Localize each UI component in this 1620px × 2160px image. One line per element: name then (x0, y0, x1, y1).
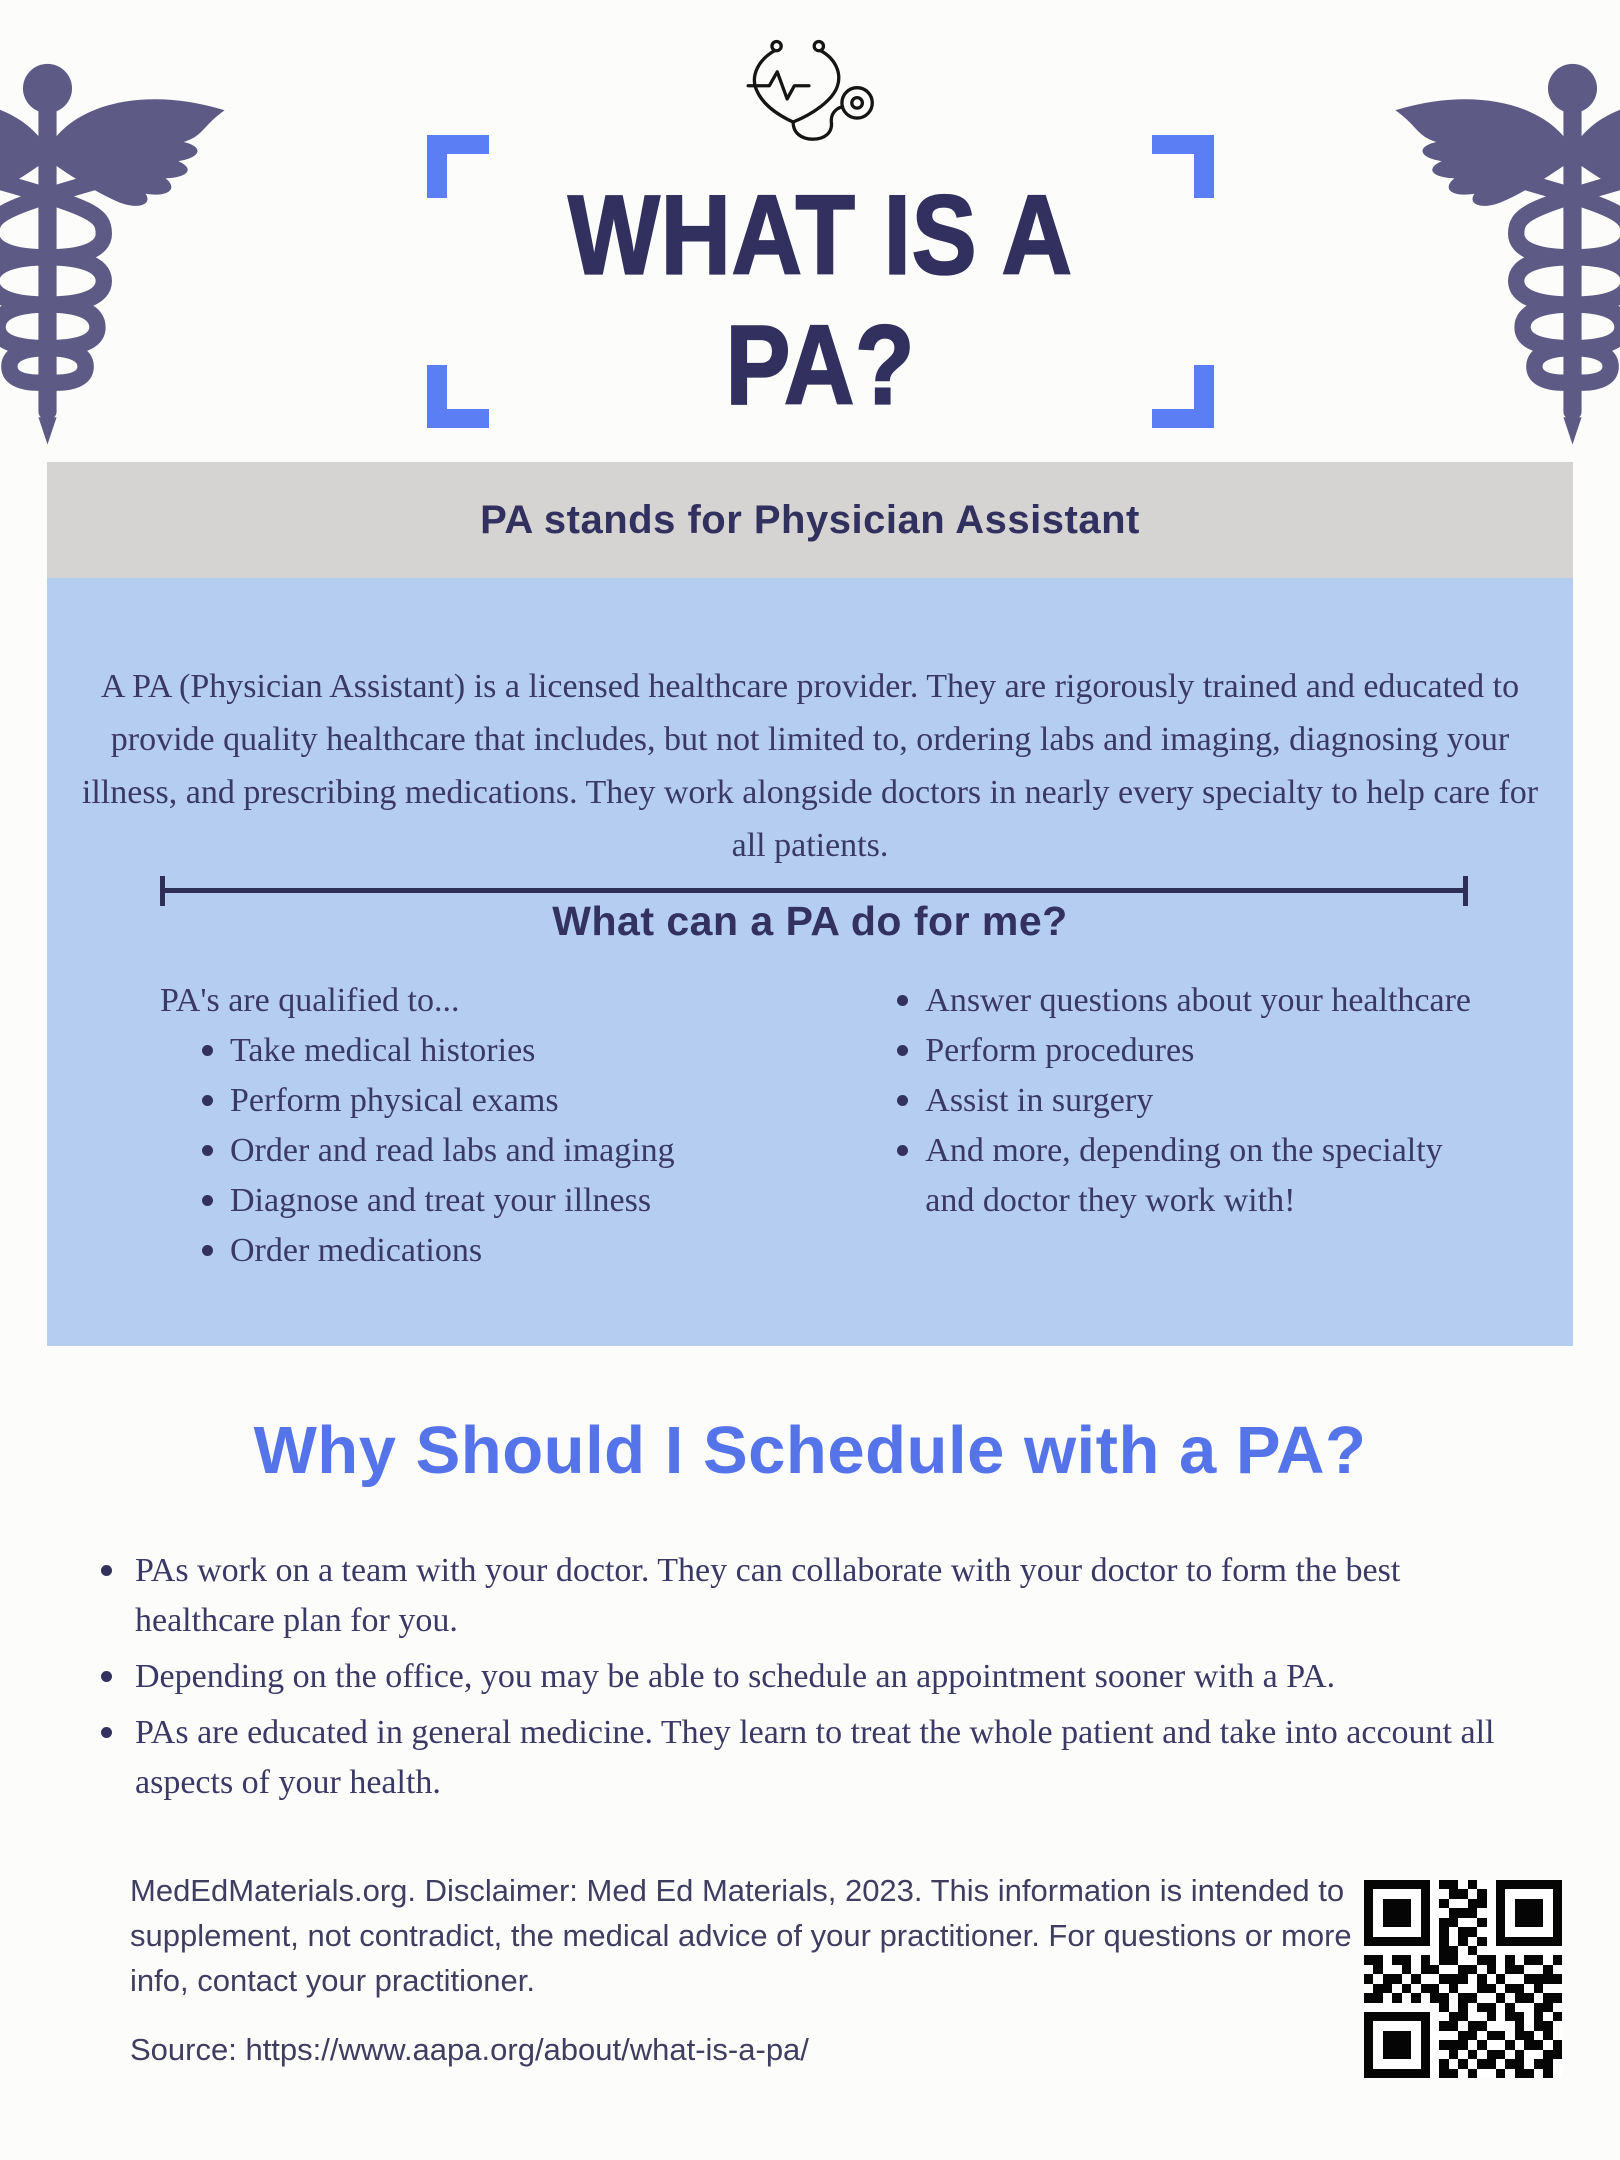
why-list (99, 1546, 1545, 1814)
caduceus-icon (0, 52, 320, 450)
banner (47, 462, 1573, 578)
intro-paragraph: A PA (Physician Assistant) is a licensed healthcare provider. They are rigorously trained and educated to provide quality healthcare that includes, but not limited to, ordering labs and imaging, diagnosing your illness, and prescribing medications. They work alongside doctors in nearly every specialty to help care for all patients. (81, 668, 1539, 864)
qualified-left-intro: PA's are qualified to... (160, 982, 460, 1019)
list-item: Order and read labs and imaging (200, 1126, 895, 1176)
list-item: Perform procedures (895, 1026, 1473, 1076)
source-text: Source: https://www.aapa.org/about/what-is-a-pa/ (130, 2032, 809, 2067)
list-item: Assist in surgery (895, 1076, 1473, 1126)
footer (130, 1868, 1360, 2072)
qr-code (1364, 1880, 1562, 2078)
list-item: Diagnose and treat your illness (200, 1176, 895, 1226)
qualified-left-column (160, 976, 895, 1276)
stethoscope-heartbeat-icon (735, 32, 900, 150)
list-item: Order medications (200, 1226, 895, 1276)
qualified-left-list (160, 1026, 895, 1276)
why-heading: Why Should I Schedule with a PA? (253, 1413, 1367, 1488)
banner-text: PA stands for Physician Assistant (480, 497, 1140, 542)
disclaimer-text: MedEdMaterials.org. Disclaimer: Med Ed Materials, 2023. This information is intended to supplement, not contradict, the medical advice of your practitioner. For questions or more info, contact your practitioner. (130, 1873, 1352, 1998)
list-item: Perform physical exams (200, 1076, 895, 1126)
info-panel (47, 578, 1573, 1346)
list-item: And more, depending on the specialty and doctor they work with! (895, 1126, 1473, 1226)
list-item: PAs work on a team with your doctor. They can collaborate with your doctor to form the best healthcare plan for you. (99, 1546, 1545, 1646)
qualified-columns (160, 976, 1473, 1276)
list-item: Answer questions about your healthcare (895, 976, 1473, 1026)
qualified-right-list (895, 976, 1473, 1226)
page-title-line1: WHAT IS A (568, 171, 1073, 298)
caduceus-icon (1300, 52, 1620, 450)
list-item: Take medical histories (200, 1026, 895, 1076)
qualified-heading: What can a PA do for me? (552, 898, 1068, 944)
qualified-right-column (895, 976, 1473, 1276)
list-item: Depending on the office, you may be able to schedule an appointment sooner with a PA. (99, 1652, 1545, 1702)
list-item: PAs are educated in general medicine. They learn to treat the whole patient and take into account all aspects of your health. (99, 1708, 1545, 1808)
page-title-line2: PA? (725, 301, 916, 428)
title-frame (427, 135, 1214, 428)
